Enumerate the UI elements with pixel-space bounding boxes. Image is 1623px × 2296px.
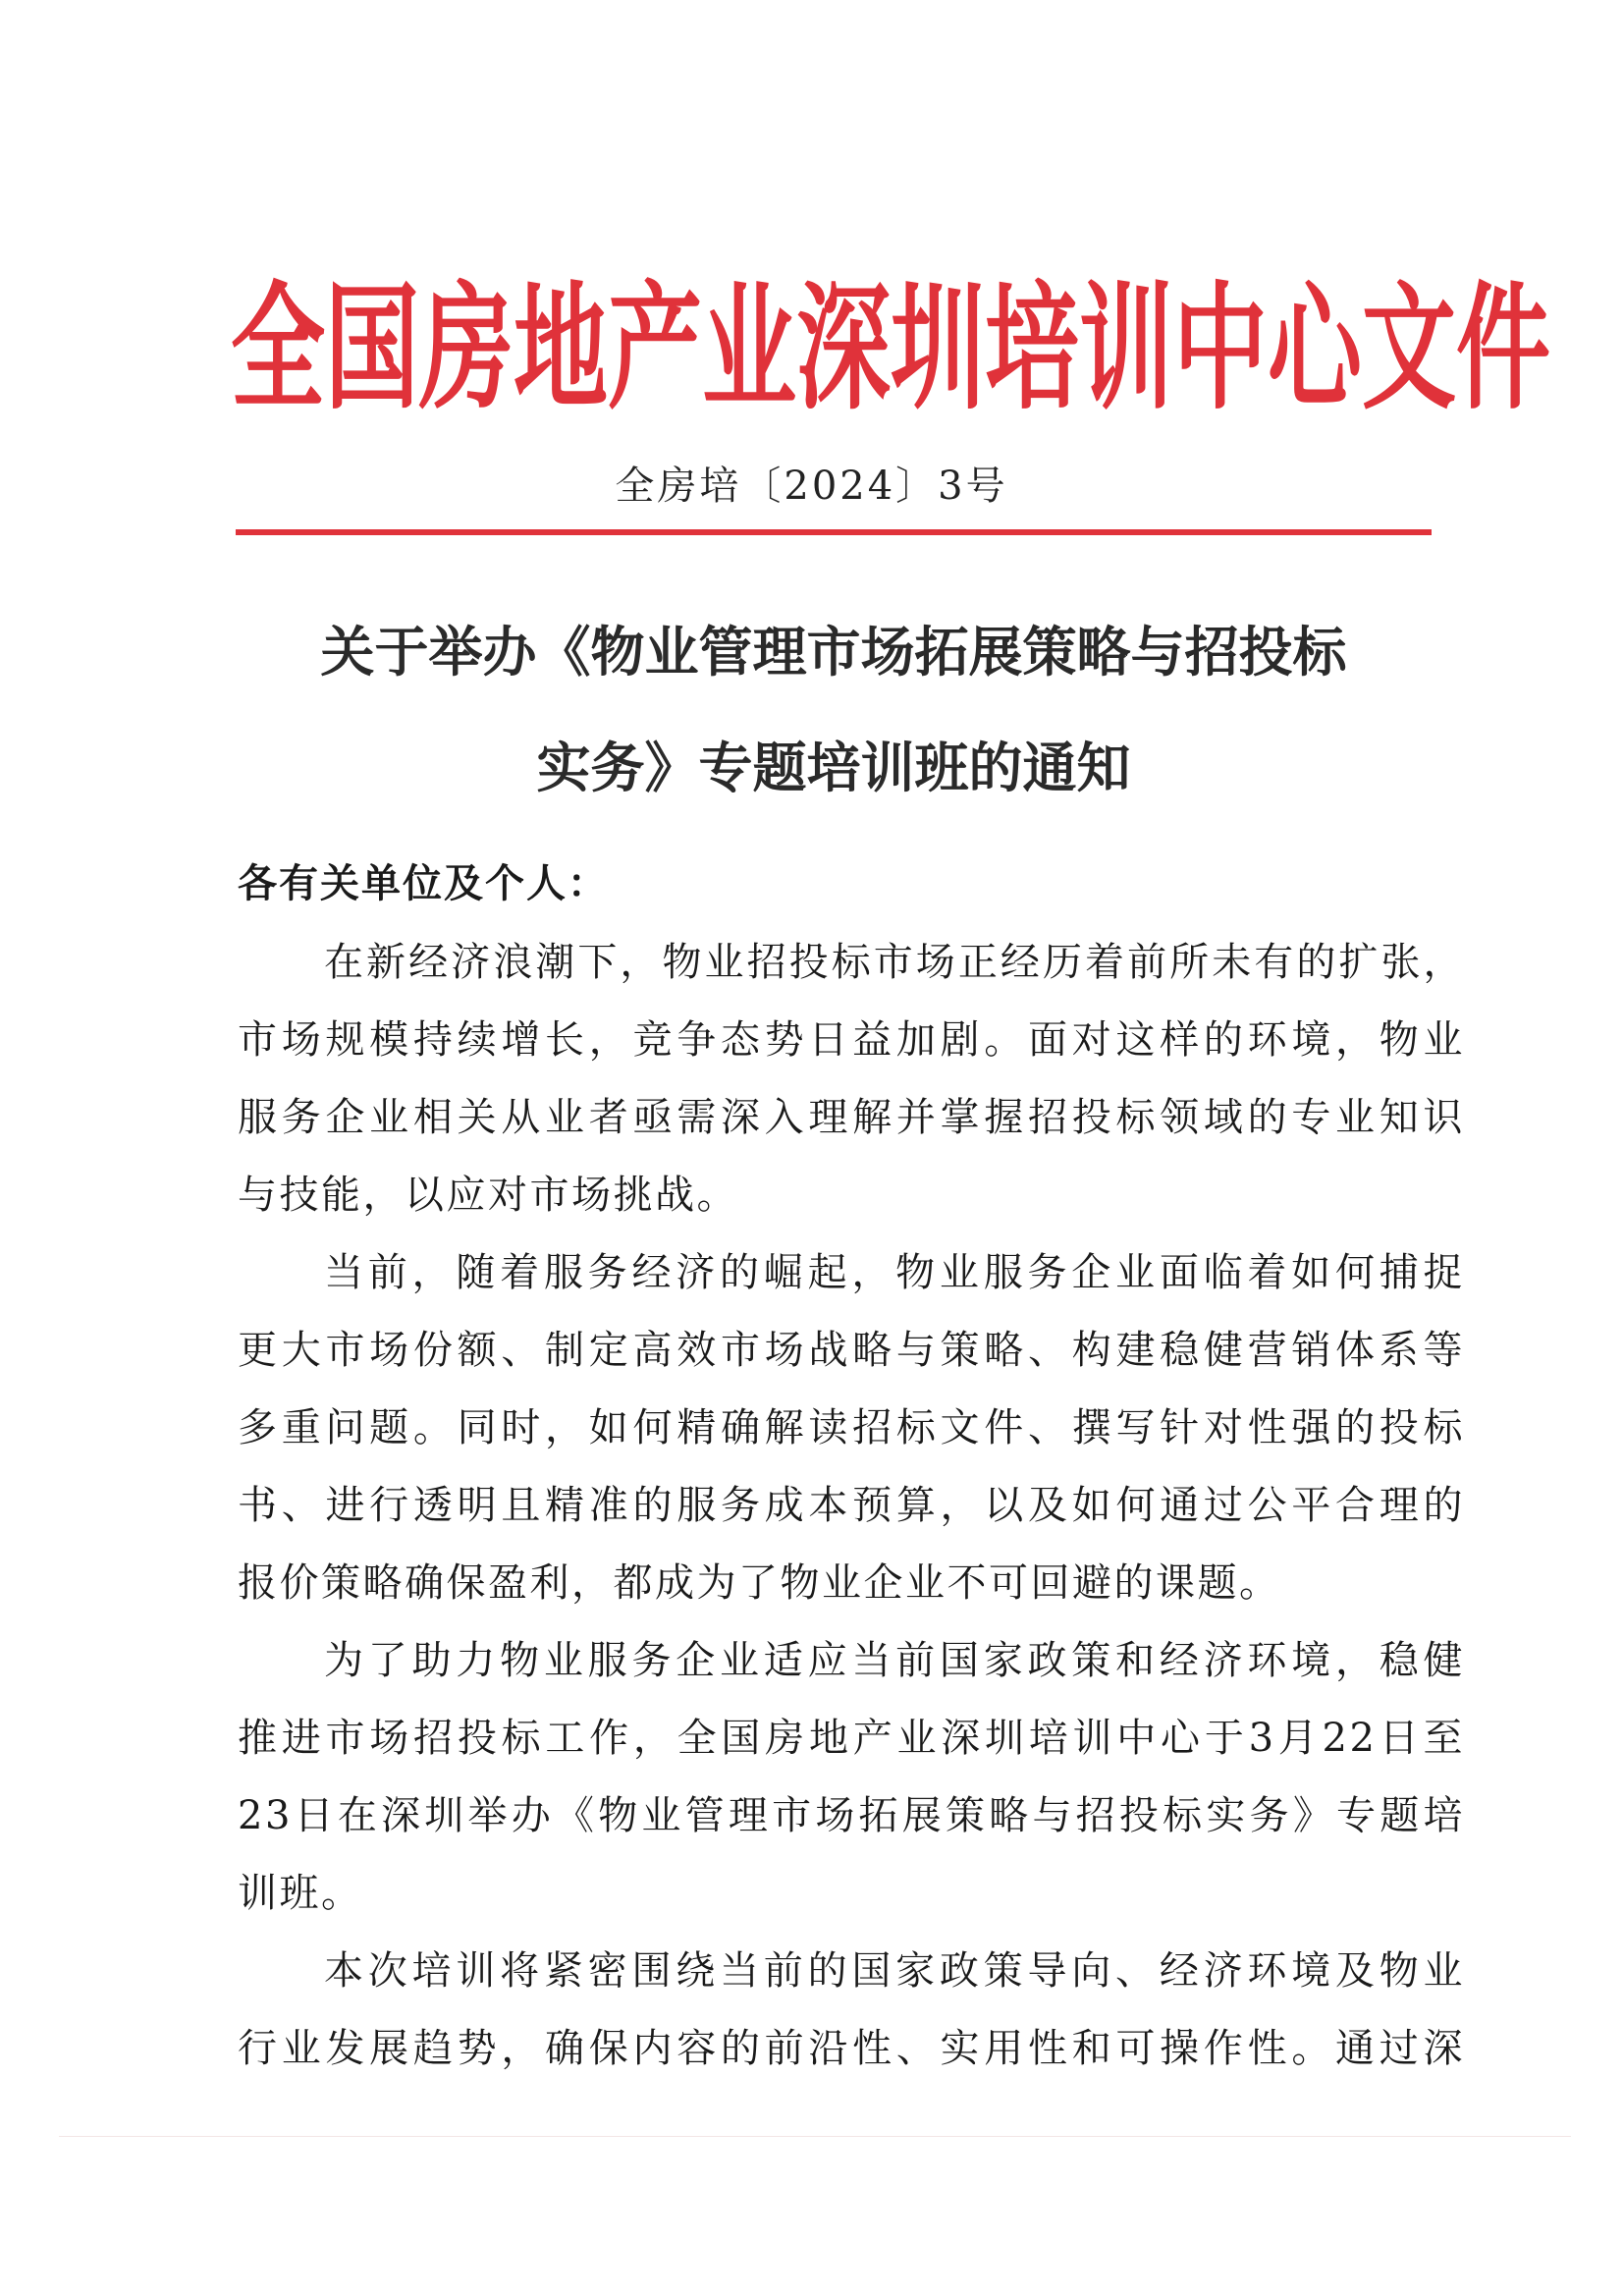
notice-title-line-2: 实务》专题培训班的通知 (536, 737, 1131, 799)
body-line: 为了助力物业服务企业适应当前国家政策和经济环境，稳健 (324, 1638, 1465, 1683)
issuer-header-char: 房 (419, 268, 514, 429)
footer-divider (59, 2136, 1571, 2137)
body-line: 报价策略确保盈利，都成为了物业企业不可回避的课题。 (238, 1560, 1281, 1606)
header-divider (236, 529, 1432, 535)
issuer-header-char: 文 (1362, 268, 1456, 429)
body-line: 在新经济浪潮下，物业招投标市场正经历着前所未有的扩张， (324, 940, 1465, 985)
notice-title-line-1: 关于举办《物业管理市场拓展策略与招投标 (320, 621, 1347, 683)
issuer-header-char: 地 (514, 268, 608, 429)
body-line: 与技能，以应对市场挑战。 (238, 1173, 738, 1218)
body-line: 当前，随着服务经济的崛起，物业服务企业面临着如何捕捉 (324, 1250, 1465, 1295)
body-line: 服务企业相关从业者亟需深入理解并掌握招投标领域的专业知识 (238, 1095, 1465, 1140)
issuer-header-char: 深 (796, 268, 891, 429)
issuer-header-char: 培 (985, 268, 1079, 429)
issuer-header (231, 265, 1550, 432)
body-line: 市场规模持续增长，竞争态势日益加剧。面对这样的环境，物业 (238, 1017, 1465, 1063)
issuer-header-char: 圳 (891, 268, 985, 429)
body-line: 书、进行透明且精准的服务成本预算，以及如何通过公平合理的 (238, 1483, 1465, 1528)
issuer-header-char: 产 (608, 268, 702, 429)
issuer-header-char: 业 (702, 268, 796, 429)
body-line: 推进市场招投标工作，全国房地产业深圳培训中心于3月22日至 (238, 1716, 1465, 1761)
issuer-header-char: 心 (1268, 268, 1362, 429)
issuer-header-char: 件 (1456, 268, 1550, 429)
issuer-header-char: 中 (1173, 268, 1268, 429)
issuer-header-char: 全 (231, 268, 325, 429)
issuer-header-char: 训 (1079, 268, 1173, 429)
issuer-header-char: 国 (325, 268, 419, 429)
body-line: 行业发展趋势，确保内容的前沿性、实用性和可操作性。通过深 (238, 2026, 1465, 2071)
body-line: 23日在深圳举办《物业管理市场拓展策略与招投标实务》专题培 (238, 1793, 1465, 1838)
body-line: 训班。 (238, 1871, 363, 1916)
document-number: 全房培〔2024〕3号 (615, 464, 1008, 509)
body-line: 更大市场份额、制定高效市场战略与策略、构建稳健营销体系等 (238, 1328, 1465, 1373)
body-line: 多重问题。同时，如何精确解读招标文件、撰写针对性强的投标 (238, 1405, 1465, 1450)
salutation: 各有关单位及个人： (238, 860, 609, 906)
body-line: 本次培训将紧密围绕当前的国家政策导向、经济环境及物业 (324, 1948, 1465, 1994)
